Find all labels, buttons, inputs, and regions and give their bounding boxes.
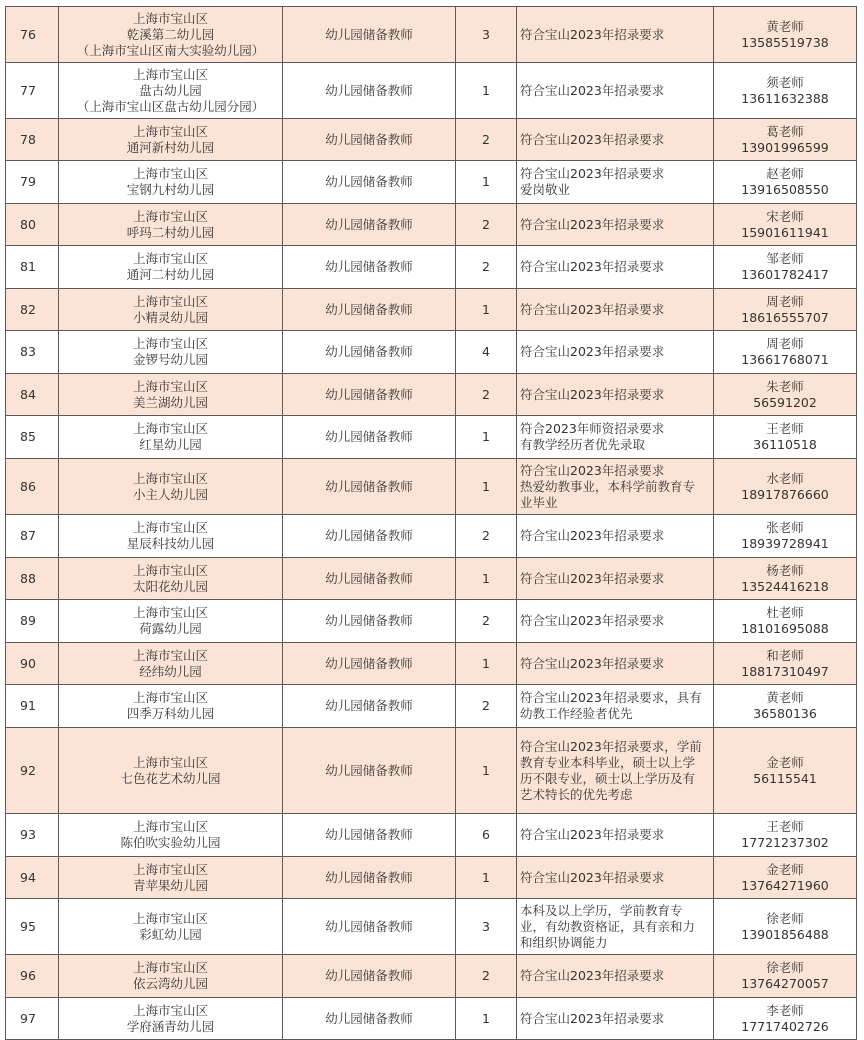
contact-name-text: 和老师 [766,647,804,663]
school-cell [59,63,283,119]
headcount-cell: 2 [456,955,517,998]
position-cell: 幼儿园储备教师 [283,600,456,643]
headcount-cell: 2 [456,685,517,728]
requirements-cell [517,204,714,246]
position-cell: 幼儿园储备教师 [283,289,456,331]
position-cell: 幼儿园储备教师 [283,857,456,899]
table-row [6,558,857,600]
school-name-text: 小精灵幼儿园 [132,309,208,325]
requirement-text: 符合宝山2023年招录要求 [520,216,665,232]
contact-phone-text: 17721237302 [741,835,829,850]
headcount-cell: 6 [456,814,517,857]
contact-phone-text: 13524416218 [741,578,829,594]
contact-cell [714,246,857,289]
requirements-cell [517,998,714,1040]
contact-cell [714,955,857,998]
contact-name-text: 李老师 [766,1002,804,1018]
table-body [6,7,857,1040]
school-name-text: 红星幼儿园 [139,437,202,452]
district-text: 上海市宝山区 [132,166,208,181]
school-name-text: 宝钢九村幼儿园 [126,182,215,197]
school-name-text: 经纬幼儿园 [139,663,202,679]
requirements-cell [517,685,714,728]
contact-phone-text: 13764271960 [741,877,829,893]
contact-cell [714,643,857,685]
contact-name-text: 邹老师 [766,251,804,266]
table-row [6,814,857,857]
headcount-cell: 1 [456,416,517,459]
district-text: 上海市宝山区 [132,1002,208,1018]
contact-phone-text: 18939728941 [741,536,829,551]
headcount-cell: 1 [456,643,517,685]
requirements-cell [517,899,714,955]
requirements-cell [517,600,714,643]
position-cell: 幼儿园储备教师 [283,685,456,728]
contact-cell [714,331,857,374]
requirement-text: 符合宝山2023年招录要求 [520,570,665,586]
school-name-text: 金锣号幼儿园 [132,352,208,367]
school-name-text: 通河新村幼儿园 [126,139,215,155]
district-text: 上海市宝山区 [132,421,208,436]
requirements-cell [517,416,714,459]
requirement-text: 符合宝山2023年招录要求 [520,968,665,983]
contact-phone-text: 13601782417 [741,267,829,282]
row-number-cell: 83 [6,331,59,374]
headcount-cell: 1 [456,289,517,331]
school-cell [59,600,283,643]
position-cell: 幼儿园储备教师 [283,955,456,998]
row-number-cell: 80 [6,204,59,246]
position-cell: 幼儿园储备教师 [283,459,456,515]
contact-name-text: 王老师 [766,421,804,436]
table-row [6,857,857,899]
contact-cell [714,374,857,416]
contact-cell [714,728,857,814]
requirements-cell [517,119,714,161]
school-cell [59,246,283,289]
contact-cell [714,204,857,246]
table-row [6,374,857,416]
requirement-text: 符合宝山2023年招录要求 [520,386,665,402]
contact-name-text: 杜老师 [766,605,804,620]
contact-name-text: 王老师 [766,819,804,834]
table-row [6,161,857,204]
contact-phone-text: 15901611941 [741,224,829,240]
school-cell [59,515,283,558]
requirements-cell [517,814,714,857]
contact-cell [714,558,857,600]
school-cell [59,685,283,728]
school-cell [59,728,283,814]
school-cell [59,7,283,63]
school-name-text: 荷露幼儿园 [139,621,202,636]
headcount-cell: 2 [456,600,517,643]
contact-name-text: 须老师 [766,74,804,90]
row-number-cell: 91 [6,685,59,728]
school-name-text: （上海市宝山区盘古幼儿园分园） [76,98,265,114]
requirement-text: 符合宝山2023年招录要求 [520,344,665,359]
row-number-cell: 86 [6,459,59,515]
position-cell: 幼儿园储备教师 [283,374,456,416]
headcount-cell: 1 [456,459,517,515]
contact-phone-text: 13764270057 [741,976,829,991]
requirement-text: 教育专业本科毕业，硕士以上学 [520,754,696,770]
table-row [6,289,857,331]
table-row [6,63,857,119]
contact-cell [714,857,857,899]
contact-cell [714,814,857,857]
position-cell: 幼儿园储备教师 [283,416,456,459]
school-name-text: 七色花艺术幼儿园 [120,770,221,786]
requirements-cell [517,728,714,814]
position-cell: 幼儿园储备教师 [283,161,456,204]
table-row [6,204,857,246]
table-row [6,998,857,1040]
contact-phone-text: 18101695088 [741,621,829,636]
district-text: 上海市宝山区 [132,470,208,486]
position-cell: 幼儿园储备教师 [283,814,456,857]
position-cell: 幼儿园储备教师 [283,558,456,600]
position-cell: 幼儿园储备教师 [283,204,456,246]
school-cell [59,857,283,899]
contact-phone-text: 18616555707 [741,309,829,325]
school-cell [59,161,283,204]
school-cell [59,331,283,374]
contact-name-text: 赵老师 [766,166,804,181]
contact-phone-text: 56591202 [753,394,817,410]
school-name-text: 美兰湖幼儿园 [132,394,208,410]
requirements-cell [517,161,714,204]
school-cell [59,374,283,416]
school-name-text: 星辰科技幼儿园 [126,536,215,551]
school-name-text: 依云湾幼儿园 [132,976,208,991]
position-cell: 幼儿园储备教师 [283,899,456,955]
requirement-text: 符合宝山2023年招录要求 [520,166,665,181]
contact-name-text: 张老师 [766,520,804,535]
school-cell [59,899,283,955]
headcount-cell: 4 [456,331,517,374]
contact-name-text: 葛老师 [766,123,804,139]
row-number-cell: 89 [6,600,59,643]
school-cell [59,119,283,161]
contact-phone-text: 13611632388 [741,90,829,106]
school-name-text: 呼玛二村幼儿园 [126,224,215,240]
contact-phone-text: 13916508550 [741,182,829,197]
contact-phone-text: 13901996599 [741,139,829,155]
requirement-text: 本科及以上学历，学前教育专 [520,902,683,918]
contact-cell [714,416,857,459]
requirement-text: 符合宝山2023年招录要求 [520,462,665,478]
contact-phone-text: 36110518 [753,437,817,452]
school-cell [59,955,283,998]
position-cell: 幼儿园储备教师 [283,63,456,119]
requirements-cell [517,515,714,558]
contact-cell [714,289,857,331]
headcount-cell: 2 [456,246,517,289]
recruitment-table-container [5,6,856,1040]
row-number-cell: 94 [6,857,59,899]
contact-cell [714,685,857,728]
district-text: 上海市宝山区 [132,66,208,82]
row-number-cell: 87 [6,515,59,558]
district-text: 上海市宝山区 [132,910,208,926]
district-text: 上海市宝山区 [132,520,208,535]
requirement-text: 热爱幼教事业，本科学前教育专 [520,478,696,494]
headcount-cell: 2 [456,204,517,246]
headcount-cell: 1 [456,728,517,814]
contact-name-text: 徐老师 [766,910,804,926]
recruitment-table [5,6,857,1040]
requirement-text: 符合宝山2023年招录要求 [520,26,665,42]
row-number-cell: 78 [6,119,59,161]
contact-name-text: 朱老师 [766,378,804,394]
table-row [6,899,857,955]
district-text: 上海市宝山区 [132,123,208,139]
requirement-text: 业毕业 [520,494,558,510]
district-text: 上海市宝山区 [132,336,208,351]
position-cell: 幼儿园储备教师 [283,119,456,161]
headcount-cell: 1 [456,161,517,204]
district-text: 上海市宝山区 [132,562,208,578]
district-text: 上海市宝山区 [132,819,208,834]
contact-cell [714,161,857,204]
table-row [6,955,857,998]
school-name-text: （上海市宝山区南大实验幼儿园） [76,42,265,58]
requirement-text: 符合宝山2023年招录要求 [520,131,665,147]
requirements-cell [517,558,714,600]
district-text: 上海市宝山区 [132,960,208,975]
school-cell [59,643,283,685]
requirement-text: 符合宝山2023年招录要求，具有 [520,690,702,705]
requirement-text: 符合宝山2023年招录要求 [520,827,665,842]
requirement-text: 业，有幼教资格证，具有亲和力 [520,918,696,934]
row-number-cell: 92 [6,728,59,814]
requirement-text: 符合宝山2023年招录要求，学前 [520,738,702,754]
contact-phone-text: 56115541 [753,770,817,786]
school-cell [59,416,283,459]
requirements-cell [517,289,714,331]
contact-name-text: 宋老师 [766,208,804,224]
district-text: 上海市宝山区 [132,754,208,770]
school-cell [59,289,283,331]
school-name-text: 四季万科幼儿园 [126,706,215,721]
contact-name-text: 黄老师 [766,18,804,34]
school-name-text: 学府涵青幼儿园 [126,1018,215,1034]
contact-name-text: 金老师 [766,861,804,877]
table-row [6,246,857,289]
contact-name-text: 水老师 [766,470,804,486]
headcount-cell: 2 [456,515,517,558]
contact-cell [714,459,857,515]
contact-phone-text: 17717402726 [741,1018,829,1034]
school-name-text: 通河二村幼儿园 [126,267,215,282]
position-cell: 幼儿园储备教师 [283,246,456,289]
district-text: 上海市宝山区 [132,690,208,705]
row-number-cell: 82 [6,289,59,331]
contact-name-text: 徐老师 [766,960,804,975]
row-number-cell: 90 [6,643,59,685]
row-number-cell: 76 [6,7,59,63]
row-number-cell: 84 [6,374,59,416]
contact-cell [714,7,857,63]
position-cell: 幼儿园储备教师 [283,331,456,374]
requirements-cell [517,857,714,899]
table-row [6,728,857,814]
requirement-text: 符合宝山2023年招录要求 [520,528,665,543]
headcount-cell: 1 [456,998,517,1040]
requirement-text: 爱岗敬业 [520,182,571,197]
school-name-text: 小主人幼儿园 [132,486,208,502]
requirements-cell [517,459,714,515]
contact-cell [714,515,857,558]
contact-cell [714,899,857,955]
table-row [6,685,857,728]
contact-name-text: 杨老师 [766,562,804,578]
row-number-cell: 81 [6,246,59,289]
position-cell: 幼儿园储备教师 [283,515,456,558]
row-number-cell: 85 [6,416,59,459]
row-number-cell: 93 [6,814,59,857]
school-cell [59,459,283,515]
district-text: 上海市宝山区 [132,10,208,26]
requirement-text: 符合宝山2023年招录要求 [520,869,665,885]
contact-cell [714,63,857,119]
requirements-cell [517,643,714,685]
contact-cell [714,600,857,643]
contact-cell [714,998,857,1040]
contact-phone-text: 13585519738 [741,34,829,50]
district-text: 上海市宝山区 [132,605,208,620]
headcount-cell: 1 [456,558,517,600]
requirements-cell [517,63,714,119]
requirements-cell [517,7,714,63]
school-cell [59,998,283,1040]
table-row [6,119,857,161]
row-number-cell: 97 [6,998,59,1040]
headcount-cell: 1 [456,857,517,899]
requirement-text: 符合宝山2023年招录要求 [520,301,665,317]
table-row [6,416,857,459]
row-number-cell: 95 [6,899,59,955]
requirement-text: 幼教工作经验者优先 [520,706,633,721]
requirement-text: 和组织协调能力 [520,934,608,950]
school-cell [59,814,283,857]
district-text: 上海市宝山区 [132,251,208,266]
school-name-text: 乾溪第二幼儿园 [126,26,215,42]
requirement-text: 符合宝山2023年招录要求 [520,613,665,628]
table-row [6,600,857,643]
school-name-text: 青苹果幼儿园 [132,877,208,893]
requirement-text: 符合2023年师资招录要求 [520,421,665,436]
requirements-cell [517,955,714,998]
school-cell [59,558,283,600]
table-row [6,7,857,63]
requirement-text: 符合宝山2023年招录要求 [520,1010,665,1026]
district-text: 上海市宝山区 [132,647,208,663]
position-cell: 幼儿园储备教师 [283,643,456,685]
table-row [6,515,857,558]
requirement-text: 符合宝山2023年招录要求 [520,82,665,98]
requirements-cell [517,246,714,289]
school-name-text: 太阳花幼儿园 [132,578,208,594]
row-number-cell: 77 [6,63,59,119]
district-text: 上海市宝山区 [132,208,208,224]
contact-name-text: 周老师 [766,293,804,309]
contact-phone-text: 18817310497 [741,663,829,679]
contact-phone-text: 13661768071 [741,352,829,367]
school-name-text: 陈伯吹实验幼儿园 [120,835,221,850]
requirement-text: 历不限专业，硕士以上学历及有 [520,770,696,786]
position-cell: 幼儿园储备教师 [283,728,456,814]
contact-name-text: 金老师 [766,754,804,770]
table-row [6,643,857,685]
school-name-text: 盘古幼儿园 [139,82,202,98]
contact-name-text: 周老师 [766,336,804,351]
table-row [6,459,857,515]
row-number-cell: 96 [6,955,59,998]
table-row [6,331,857,374]
row-number-cell: 88 [6,558,59,600]
school-name-text: 彩虹幼儿园 [139,926,202,942]
headcount-cell: 1 [456,63,517,119]
district-text: 上海市宝山区 [132,861,208,877]
position-cell: 幼儿园储备教师 [283,7,456,63]
requirements-cell [517,374,714,416]
headcount-cell: 3 [456,7,517,63]
requirement-text: 符合宝山2023年招录要求 [520,259,665,274]
contact-phone-text: 36580136 [753,706,817,721]
contact-phone-text: 18917876660 [741,486,829,502]
headcount-cell: 2 [456,119,517,161]
position-cell: 幼儿园储备教师 [283,998,456,1040]
requirement-text: 艺术特长的优先考虑 [520,786,633,802]
headcount-cell: 3 [456,899,517,955]
district-text: 上海市宝山区 [132,378,208,394]
district-text: 上海市宝山区 [132,293,208,309]
row-number-cell: 79 [6,161,59,204]
requirement-text: 符合宝山2023年招录要求 [520,655,665,671]
contact-cell [714,119,857,161]
contact-phone-text: 13901856488 [741,926,829,942]
school-cell [59,204,283,246]
contact-name-text: 黄老师 [766,690,804,705]
requirements-cell [517,331,714,374]
requirement-text: 有教学经历者优先录取 [520,437,646,452]
headcount-cell: 2 [456,374,517,416]
